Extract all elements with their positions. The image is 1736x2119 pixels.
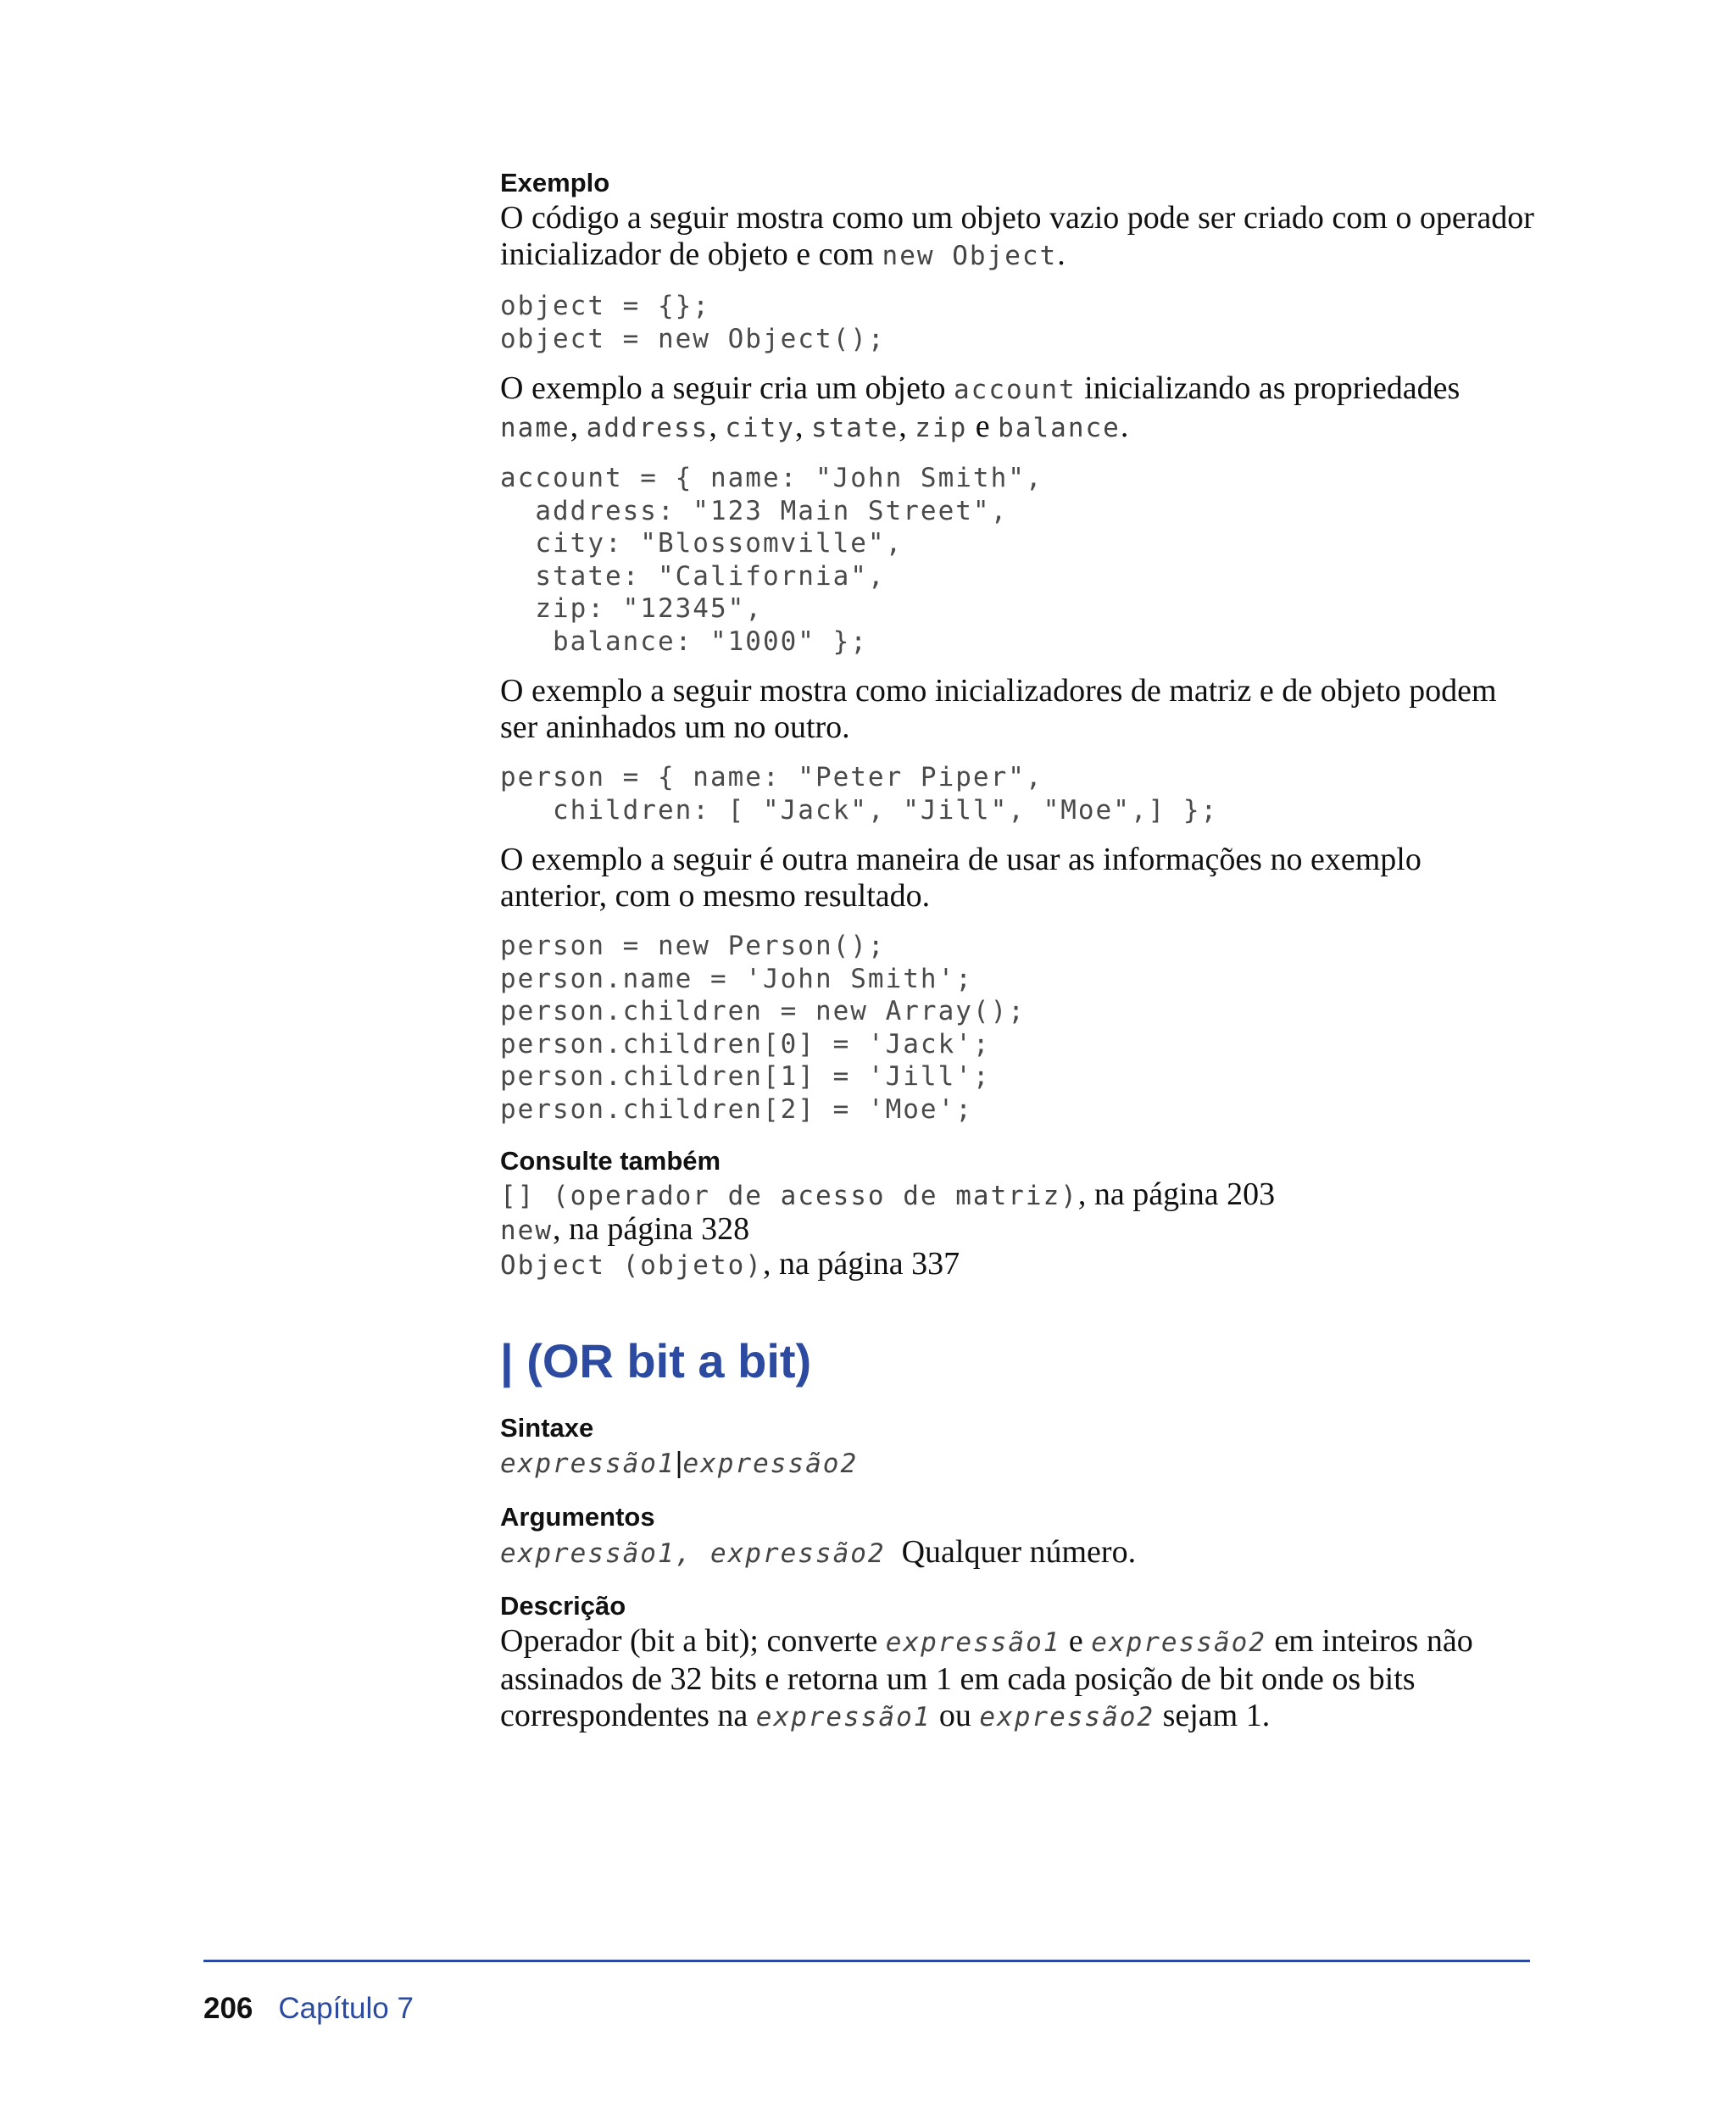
code-block-1: object = {}; object = new Object(); xyxy=(500,291,886,354)
chapter-label: Capítulo 7 xyxy=(278,1992,414,2025)
text: inicializando as propriedades xyxy=(1076,370,1461,406)
ref-code[interactable]: [] (operador de acesso de matriz) xyxy=(500,1181,1078,1211)
description-paragraph xyxy=(500,1623,1534,1736)
inline-code: expressão2 xyxy=(979,1702,1155,1732)
inline-code: name xyxy=(500,413,570,443)
description-label: Descrição xyxy=(500,1591,626,1621)
section-heading: | (OR bit a bit) xyxy=(500,1334,812,1388)
syntax-operator: | xyxy=(675,1447,683,1479)
ref-page: , na página 337 xyxy=(762,1246,960,1282)
code-block-2: account = { name: "John Smith", address: "123 Main Street", city: "Blossomville", state: "California", zip: "12345", balance: "1000" }; xyxy=(500,463,1043,657)
arguments-line xyxy=(500,1534,1534,1572)
arguments-text: Qualquer número. xyxy=(885,1534,1137,1570)
arguments-label: Argumentos xyxy=(500,1502,655,1532)
footer-rule xyxy=(203,1960,1530,1962)
see-also-label: Consulte também xyxy=(500,1146,721,1176)
text: em inteiros não assinados de 32 bits e retorna um 1 em cada posição de bit onde os bits correspondentes na xyxy=(500,1623,1473,1733)
inline-code: expressão2 xyxy=(1091,1627,1266,1658)
ref-page: , na página 328 xyxy=(553,1211,750,1247)
page-footer xyxy=(203,1990,414,2027)
text: e xyxy=(1060,1623,1092,1659)
inline-code: account xyxy=(954,375,1077,405)
inline-code: expressão1 xyxy=(885,1627,1061,1658)
code-block-3: person = { name: "Peter Piper", children: [ "Jack", "Jill", "Moe",] }; xyxy=(500,762,1219,826)
inline-code: new Object xyxy=(882,241,1058,271)
text: e xyxy=(967,409,999,444)
text: O código a seguir mostra como um objeto vazio pode ser criado com o operador inicializador de objeto e com xyxy=(500,200,1534,272)
example-paragraph-4: O exemplo a seguir é outra maneira de usar as informações no exemplo anterior, com o mesmo resultado. xyxy=(500,842,1422,914)
example-label: Exemplo xyxy=(500,168,610,197)
inline-code: city xyxy=(725,413,795,443)
text: , xyxy=(570,409,587,444)
text: , xyxy=(709,409,726,444)
example-paragraph-2 xyxy=(500,370,1534,447)
syntax-expr2: expressão2 xyxy=(682,1449,859,1479)
code-block-4: person = new Person(); person.name = 'John Smith'; person.children = new Array(); person.children[0] = 'Jack'; person.children[1] = 'Jill'; person.children[2] = 'Moe'; xyxy=(500,931,1026,1125)
arguments-code: expressão1, expressão2 xyxy=(500,1538,886,1569)
see-also-ref[interactable] xyxy=(500,1213,1534,1248)
text: sejam 1. xyxy=(1155,1698,1271,1733)
page-content xyxy=(500,166,1534,1736)
text: . xyxy=(1057,236,1066,272)
ref-code[interactable]: new xyxy=(500,1215,553,1246)
text: . xyxy=(1120,409,1129,444)
text: O exemplo a seguir cria um objeto xyxy=(500,370,954,406)
inline-code: state xyxy=(810,413,899,443)
inline-code: balance xyxy=(998,413,1121,443)
see-also-ref[interactable] xyxy=(500,1248,1534,1282)
text: Operador (bit a bit); converte xyxy=(500,1623,886,1659)
example-paragraph-1 xyxy=(500,200,1534,275)
page-number: 206 xyxy=(203,1992,253,2025)
text: , xyxy=(794,409,811,444)
see-also-ref[interactable] xyxy=(500,1178,1534,1213)
ref-code[interactable]: Object (objeto) xyxy=(500,1250,763,1281)
inline-code: zip xyxy=(915,413,968,443)
ref-page: , na página 203 xyxy=(1077,1176,1276,1212)
syntax-expr1: expressão1 xyxy=(500,1449,676,1479)
syntax-label: Sintaxe xyxy=(500,1413,594,1443)
text: , xyxy=(899,409,915,444)
text: ou xyxy=(931,1698,980,1733)
example-paragraph-3: O exemplo a seguir mostra como inicializadores de matriz e de objeto podem ser aninhados um no outro. xyxy=(500,673,1497,745)
syntax-line xyxy=(500,1445,1534,1482)
inline-code: expressão1 xyxy=(755,1702,932,1732)
inline-code: address xyxy=(586,413,709,443)
